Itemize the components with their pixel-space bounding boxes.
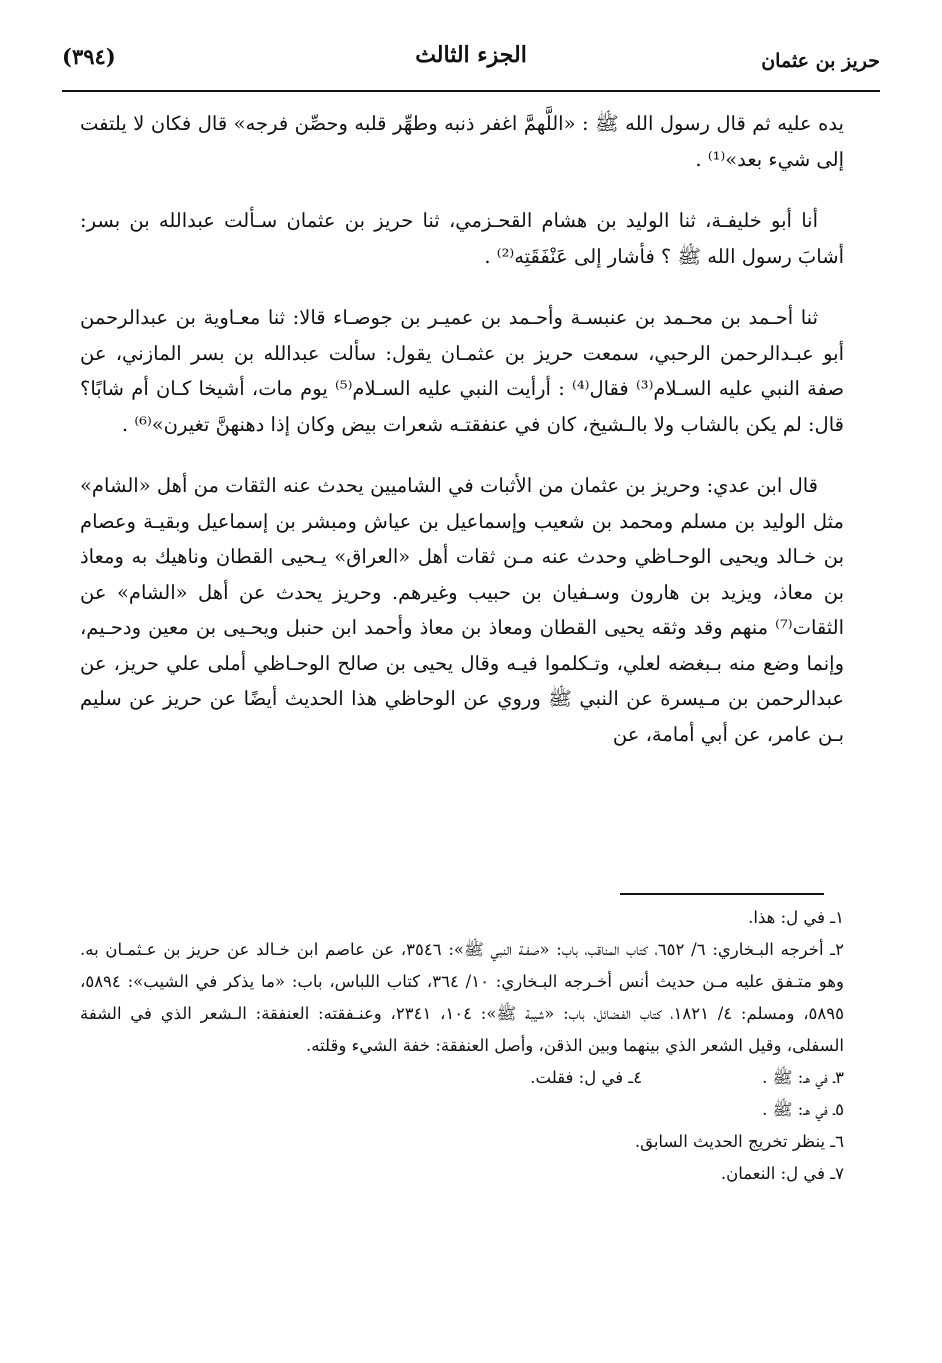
running-title: حريز بن عثمان <box>761 50 880 72</box>
footnotes <box>80 902 844 1190</box>
footnote-rule <box>620 893 824 895</box>
footnote-row <box>80 1062 844 1094</box>
paragraph: قال ابن عدي: وحريز بن عثمان من الأثبات في الشاميين يحدث عنه الثقات من أهل «الشام» مثل الوليد بن مسلم ومحمد بن شعيب وإسماعيل بن عياش ومبشر بن إسماعيل وبقيـة وعصام بن خـالد ويحيى الوحـاظي وحدث عنه مـن ثقات أهل «العراق» يـحيى القطان وناهيك به ومعاذ بن معاذ، ويزيد بن هارون وسـفيان بن حبيب وغيرهم. وحريز يحدث عن أهل «الشام» عن الثقات⁽⁷⁾ منهم وقد وثقه يحيى القطان ومعاذ بن معاذ وأحمد ابن حنبل ويحـيى بن معين ودحـيم، وإنما وضع منه بـبغضه لعلي، وتـكلموا فيـه وقال يحيى بن صالح الوحـاظي أملى علي حريز، عن عبدالرحمن بن مـيسرة عن النبي ﷺ وروي عن الوحاظي هذا الحديث أيضًا عن حريز عن سليم بـن عامر، عن أبي أمامة، عن <box>80 474 844 746</box>
footnote-2: ٢ـ أخرجه البـخاري: ٦/ ٦٥٢، كتاب المناقب، باب: «صفـة النبي ﷺ»: ٣٥٤٦، عن عاصم ابن خـالد عن حريز بن عـثمـان به. وهو متـفق عليه مـن حديث أنس أخـرجه البـخاري: ١٠/ ٣٦٤، كتاب اللباس، باب: «ما يذكر في الشيب»: ٥٨٩٤، ٥٨٩٥، ومسلم: ٤/ ١٨٢١، كتاب الفـضائل، باب: «شيبة ﷺ»: ١٠٤، ٢٣٤١، وعنـفقته: العنفقة: الـشعر الذي في الشفة السفلى، وقيل الشعر الذي بينهما وبين الذقن، وأصل العنفقة: خفة الشيء وقلته. <box>80 940 844 1055</box>
main-text <box>80 106 844 778</box>
volume-title: الجزء الثالث <box>415 42 527 68</box>
paragraph: يده عليه ثم قال رسول الله ﷺ : «اللَّهمَّ اغفر ذنبه وطهِّر قلبه وحصِّن فرجه» قال فكان لا يلتفت إلى شيء بعد»⁽¹⁾ . <box>80 112 844 171</box>
footnote-3: ٣ـ في هـ: ﷺ . <box>762 1068 844 1087</box>
footnote-4: ٤ـ في ل: فقلت. <box>530 1068 643 1087</box>
footnote-6: ٦ـ ينظر تخريج الحديث السابق. <box>634 1132 844 1151</box>
paragraph: ثنا أحـمد بن محـمد بن عنبسـة وأحـمد بن عميـر بن جوصـاء قالا: ثنا معـاوية بن عبدالرحمن أبو عبـدالرحمن الرحبي، سمعت حريز بن عثمـان يقول: سألت عبدالله بن بسر المازني، عن صفة النبي عليه السـلام⁽³⁾ فقال⁽⁴⁾ : أرأيت النبي عليه السـلام⁽⁵⁾ يوم مات، أشيخا كـان أم شابًا؟ قال: لم يكن بالشاب ولا بالـشيخ، كان في عنفقتـه شعرات بيض وكان إذا دهنهنَّ تغيرن»⁽⁶⁾ . <box>80 306 844 436</box>
footnote-1: ١ـ في ل: هذا. <box>748 908 844 927</box>
footnote-5: ٥ـ في هـ: ﷺ . <box>762 1100 844 1119</box>
paragraph: أنا أبو خليفـة، ثنا الوليد بن هشام القحـزمي، ثنا حريز بن عثمان سـألت عبدالله بن بسر: أشابَ رسول الله ﷺ ؟ فأشار إلى عَنْفَقَتِه⁽²⁾ . <box>80 209 844 268</box>
header-rule <box>62 90 880 92</box>
page-header <box>62 40 880 80</box>
page-number: (٣٩٤) <box>62 44 116 69</box>
footnote-7: ٧ـ في ل: النعمان. <box>720 1164 844 1183</box>
